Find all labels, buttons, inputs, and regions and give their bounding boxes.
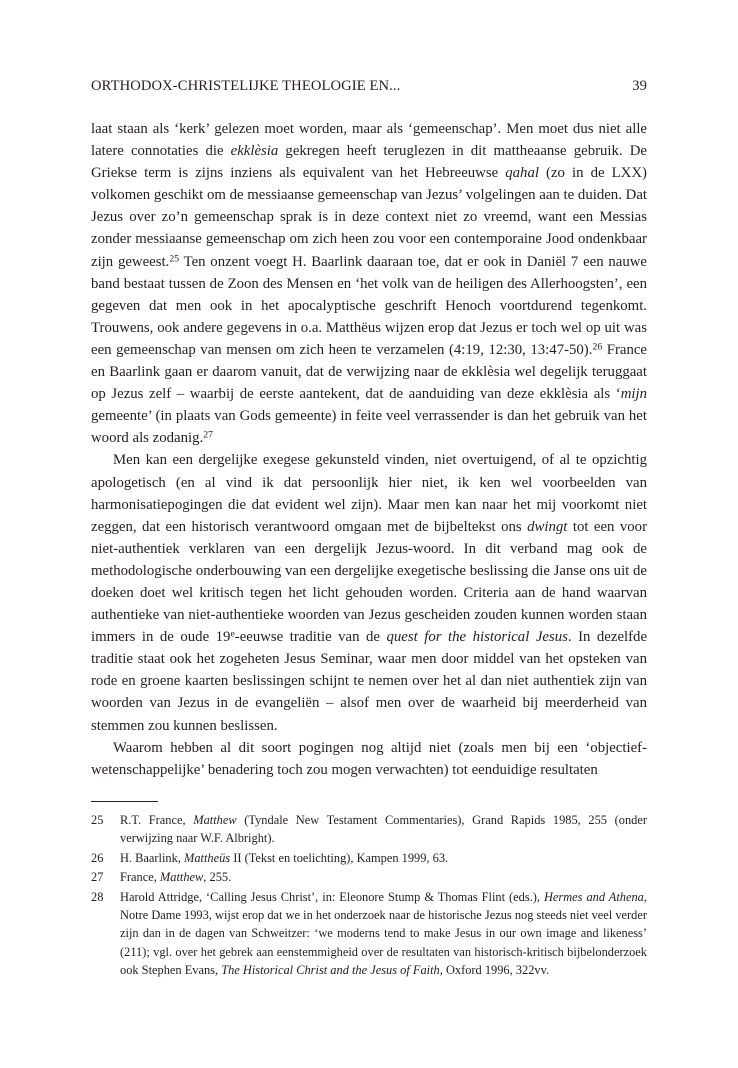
italic-text: Matthew — [159, 870, 204, 885]
italic-text: Mattheüs — [184, 850, 231, 865]
footnote-text — [120, 868, 647, 886]
text-run: Ten onzent voegt H. Baarlink daaraan toe, dat er ook in Daniël 7 een nauwe band bestaat tussen de Zoon des Mensen en ‘het volk van de heiligen des Allerhoogsten’, een gegeven dat men ook in het apocalyptische geschrift Henoch voortdurend tegenkomt. Trouwens, ook andere gegevens in o.a. Matthëus wijzen erop dat Jezus er toch wel op uit was een gemeenschap van mensen om zich heen te verzamelen (4:19, 12:30, 13:47-50). — [91, 253, 647, 358]
text-run: (zo in de LXX) volkomen geschikt om de messiaanse gemeenschap van Jezus’ volgelingen aan te duiden. Dat Jezus over zo’n gemeenschap sprak is in deze context niet zo vreemd, want een Messias zonder messiaanse gemeenschap om zich heen zou voor een contemporaine Jood ondenkbaar zijn geweest. — [91, 165, 647, 270]
text-run: tot een voor niet-authentiek verklaren van een dergelijk Jezus-woord. In dit verband mag ook de methodologische onderbouwing van een dergelijke exegetische beslissing die Janse ons uit de doeken doet wel kritisch tegen het licht gehouden worden. Criteria aan de hand waarvan authentieke van niet-authentieke woorden van Jezus gescheiden zouden kunnen worden staan immers in de oude 19 — [91, 518, 647, 646]
footnotes — [91, 811, 647, 981]
footnote — [91, 868, 647, 886]
footnote-text — [120, 811, 647, 848]
italic-text: dwingt — [527, 518, 568, 535]
italic-text: Hermes and Athena — [543, 889, 644, 904]
paragraph — [91, 737, 647, 781]
text-run: (Tyndale New Testament Commentaries), Grand Rapids 1985, 255 (onder verwijzing naar W.F. Albright). — [120, 813, 647, 846]
text-run: , Oxford 1996, 322vv. — [439, 963, 550, 978]
text-run: gekregen heeft teruglezen in dit mattheaanse gebruik. De Griekse term is zijns inziens als equivalent van het Hebreeuwse — [91, 143, 647, 182]
footnote-marker: 25 — [169, 253, 180, 265]
italic-text: Matthew — [193, 813, 237, 827]
text-run: . In dezelfde traditie staat ook het zogeheten Jesus Seminar, waar men door middel van het opsteken van rode en groene kaarten beslissingen schijnt te nemen over het al dan niet authentiek zijn van woorden van Jezus in de evangeliën – alsof men over de waarheid bij meerderheid van stemmen zou kunnen beslissen. — [91, 629, 648, 734]
italic-text: mijn — [620, 386, 647, 403]
italic-text: ekklèsia — [230, 143, 279, 160]
footnote — [91, 888, 647, 980]
text-run: , 255. — [203, 870, 232, 885]
text-run: France en Baarlink gaan er daarom vanuit, dat de verwijzing naar de ekklèsia wel degelijk teruggaat op Jezus zelf – waarbij de eerste aantekent, dat de aanduiding van deze ekklèsia als ‘ — [91, 341, 647, 403]
italic-text: qahal — [505, 165, 539, 182]
page-number: 39 — [632, 78, 647, 94]
text-run: laat staan als ‘kerk’ gelezen moet worden, maar als ‘gemeenschap’. Men moet dus niet alle latere connotaties die — [91, 121, 647, 160]
paragraph — [91, 118, 647, 449]
paragraph — [91, 449, 647, 736]
text-run: Men kan een dergelijke exegese gekunsteld vinden, niet overtuigend, of al te opzichtig apologetisch (en al vind ik dat persoonlijk hier niet, ik ken wel voorbeelden van harmonisatiepogingen die dat evident wel zijn). Maar men kan naar het mij voorkomt niet zeggen, dat een historisch verantwoord omgaan met de bijbeltekst ons — [91, 452, 647, 535]
footnote — [91, 811, 647, 848]
footnote-number: 28 — [91, 889, 104, 904]
text-run: II (Tekst en toelichting), Kampen 1999, 63. — [230, 850, 449, 865]
italic-text: The Historical Christ and the Jesus of Faith — [221, 963, 440, 978]
footnote-text — [120, 849, 647, 867]
footnote — [91, 849, 647, 867]
footnote-text — [120, 888, 647, 980]
text-run: France, — [120, 870, 160, 885]
text-run: H. Baarlink, — [120, 850, 185, 865]
footnote-marker: 27 — [203, 429, 213, 441]
footnote-marker: e — [230, 628, 235, 640]
footnote-marker: 26 — [592, 341, 603, 353]
footnote-number: 25 — [91, 813, 104, 827]
text-run: , Notre Dame 1993, wijst erop dat we in het onderzoek naar de historische Jezus nog steeds niet veel verder zijn dan in de dagen van Schweitzer: ‘we moderns tend to make Jesus in our own image and likeness’ (211); vgl. over het gebrek aan eenstemmigheid over de resultaten van historisch-kritisch bijbelonderzoek ook Stephen Evans, — [120, 889, 647, 978]
italic-text: quest for the historical Jesus — [386, 629, 568, 646]
footnote-number: 26 — [91, 850, 104, 865]
running-header — [91, 78, 647, 95]
text-run: Harold Attridge, ‘Calling Jesus Christ’, in: Eleonore Stump & Thomas Flint (eds.), — [120, 889, 544, 904]
footnote-number: 27 — [91, 870, 104, 885]
text-run: -eeuwse traditie van de — [234, 629, 387, 646]
body-text — [91, 118, 647, 781]
text-run: gemeente’ (in plaats van Gods gemeente) in feite veel verrassender is dan het gebruik van het woord als zodanig. — [91, 408, 647, 447]
text-run: Waarom hebben al dit soort pogingen nog altijd niet (zoals men bij een ‘objectief-wetenschappelijke’ benadering toch zou mogen verwachten) tot eenduidige resultaten — [91, 739, 647, 778]
running-title: ORTHODOX-CHRISTELIJKE THEOLOGIE EN... — [91, 78, 401, 94]
footnote-separator — [91, 801, 158, 802]
text-run: R.T. France, — [120, 813, 194, 827]
